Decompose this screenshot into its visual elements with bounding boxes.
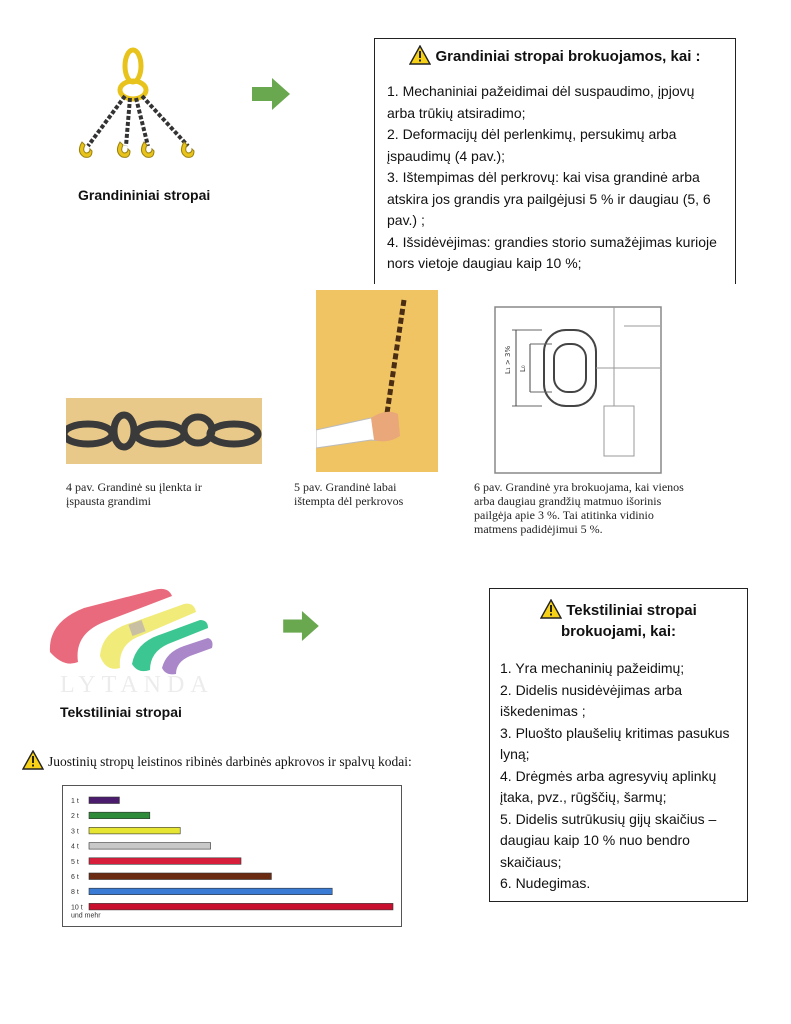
chart-bar <box>89 903 393 910</box>
chart-bar <box>89 888 332 895</box>
chart-tick-label: 1 t <box>71 798 79 805</box>
chart-bar <box>89 797 119 804</box>
chain-rejection-criteria-box <box>374 38 736 284</box>
textile-sling-label: Tekstiliniai stropai <box>60 704 182 720</box>
bent-chain-photo <box>66 398 262 464</box>
chain-criterion-item: 2. Deformacijų dėl perlenkimų, persukimų arba įspaudimų (4 pav.); <box>387 126 677 164</box>
chart-tick-label: 4 t <box>71 843 79 851</box>
watermark: LYTANDA <box>60 672 214 698</box>
warning-icon <box>409 45 431 65</box>
dim-label: L₀ <box>519 365 527 372</box>
textile-criterion-item: 5. Didelis sutrūkusių gijų skaičius – daugiau kaip 10 % nuo bendro skaičiaus; <box>500 810 717 870</box>
chart-bar <box>89 827 180 834</box>
load-color-chart <box>62 785 402 927</box>
load-color-chart-svg <box>63 786 401 926</box>
chain-sling-label: Grandininiai stropai <box>78 187 211 203</box>
stretched-chain-photo <box>316 290 438 472</box>
chain-criterion-item: 1. Mechaniniai pažeidimai dėl suspaudimo, įpjovų arba trūkių atsiradimo; <box>387 83 695 121</box>
load-color-code-note: Juostinių stropų leistinos ribinės darbinės apkrovos ir spalvų kodai: <box>22 750 412 770</box>
textile-criterion-item: 4. Drėgmės arba agresyvių aplinkų įtaka, pvz., rūgščių, šarmų; <box>500 767 717 805</box>
chart-tick-label: 10 t <box>71 904 83 912</box>
textile-criterion-item: 3. Pluošto plaušelių kritimas pasukus lyną; <box>500 724 730 762</box>
textile-rejection-criteria-box <box>489 588 748 902</box>
chain-box-title: Grandiniai stropai brokuojamos, kai : <box>387 45 723 65</box>
chart-last-label-suffix: und mehr <box>71 912 101 920</box>
figure-5-caption: 5 pav. Grandinė labai ištempta dėl perkrovos <box>294 480 404 508</box>
figure-6-caption: 6 pav. Grandinė yra brokuojama, kai vienos arba daugiau grandžių matmuo išorinis pailgėja apie 3 %. Tai atitinka vidinio matmens padidėjimui 5 %. <box>474 480 684 536</box>
right-arrow-icon <box>283 611 319 641</box>
chain-criterion-item: 4. Išsidėvėjimas: grandies storio sumažėjimas kurioje nors vietoje daugiau kaip 10 %; <box>387 233 717 271</box>
textile-box-title: Tekstiliniai stropai brokuojami, kai: <box>500 599 737 642</box>
textile-criterion-item: 6. Nudegimas. <box>500 875 591 891</box>
textile-slings-image <box>44 582 214 677</box>
chart-tick-label: 2 t <box>71 813 79 821</box>
textile-criterion-item: 2. Didelis nusidėvėjimas arba iškedenimas ; <box>500 681 683 719</box>
chart-bar <box>89 812 150 819</box>
chart-bar <box>89 873 271 880</box>
chart-bar <box>89 858 241 865</box>
right-arrow-icon <box>252 78 290 110</box>
chart-tick-label: 3 t <box>71 828 79 836</box>
textile-criterion-item: 1. Yra mechaninių pažeidimų; <box>500 660 685 676</box>
chain-link-drawing <box>494 306 662 474</box>
chart-tick-label: 5 t <box>71 858 79 866</box>
warning-icon <box>540 599 562 619</box>
chain-criterion-item: 3. Ištempimas dėl perkrovų: kai visa grandinė arba atskira jos grandis yra pailgėjusi 5 % ir daugiau (5, 6 pav.) ; <box>387 169 711 228</box>
chain-sling-image <box>68 46 208 161</box>
chart-tick-label: 8 t <box>71 889 79 897</box>
figure-4-caption: 4 pav. Grandinė su įlenkta ir įspausta grandimi <box>66 480 202 508</box>
dim-label: L₁ > 3% <box>504 345 512 374</box>
chart-tick-label: 6 t <box>71 874 79 881</box>
chart-bar <box>89 843 211 850</box>
warning-icon <box>22 750 44 770</box>
